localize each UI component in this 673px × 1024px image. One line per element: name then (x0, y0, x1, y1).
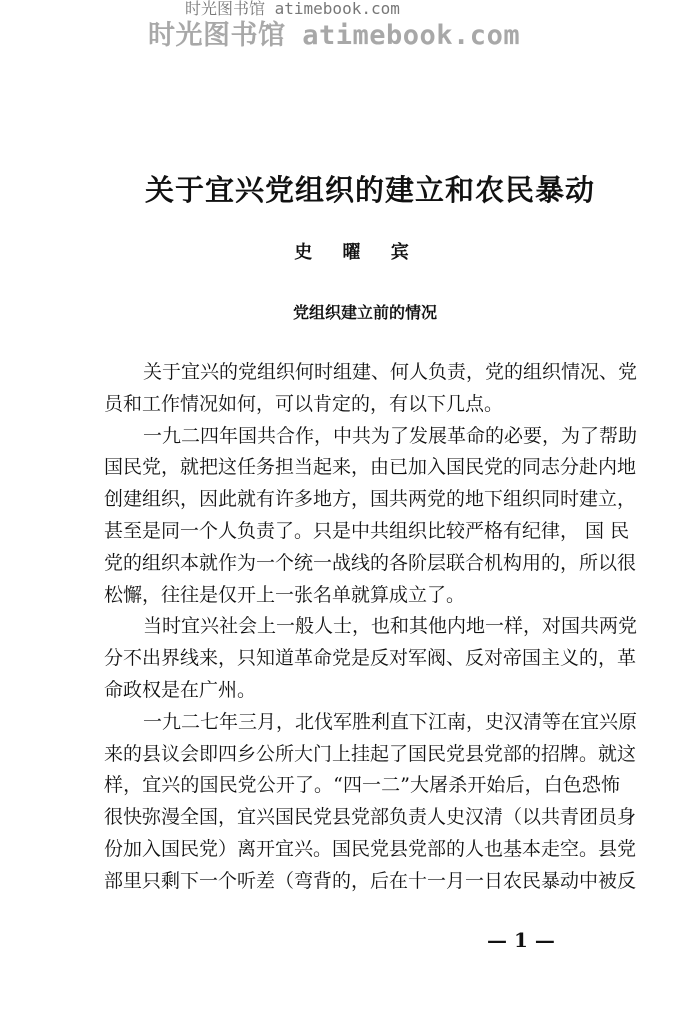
text-line: 来的县议会即四乡公所大门上挂起了国民党县党部的招牌。就这 (104, 742, 637, 765)
article-body (104, 357, 638, 898)
article-title: 关于宜兴党组织的建立和农民暴动 (144, 173, 595, 207)
section-heading: 党组织建立前的情况 (292, 303, 437, 322)
text-line: 分不出界线来，只知道革命党是反对军阀、反对帝国主义的，革 (104, 647, 637, 670)
text-line: 一九二四年国共合作，中共为了发展革命的必要，为了帮助 (143, 424, 638, 447)
paragraph (104, 421, 638, 612)
text-line: 当时宜兴社会上一般人士，也和其他内地一样，对国共两党 (143, 615, 638, 638)
text-line: 松懈，往往是仅开上一张名单就算成立了。 (104, 583, 466, 606)
text-line: 命政权是在广州。 (104, 678, 257, 701)
text-line: 很快弥漫全国，宜兴国民党县党部负责人史汉清（以共青团员身 (104, 806, 637, 829)
text-line: 党的组织本就作为一个统一战线的各阶层联合机构用的，所以很 (104, 551, 637, 574)
watermark-small: 时光图书馆 atimebook.com (185, 0, 400, 18)
text-line: 创建组织，因此就有许多地方，国共两党的地下组织同时建立， (104, 488, 637, 511)
author-name: 史 曜 宾 (294, 242, 421, 263)
text-line: 一九二七年三月，北伐军胜利直下江南，史汉清等在宜兴原 (143, 710, 638, 733)
paragraph (104, 707, 638, 898)
text-line: 甚至是同一个人负责了。只是中共组织比较严格有纪律， 国 民 (104, 519, 630, 542)
text-line: 国民党，就把这任务担当起来，由已加入国民党的同志分赴内地 (104, 456, 637, 479)
text-line: 样，宜兴的国民党公开了。“四一二”大屠杀开始后，白色恐怖 (104, 774, 620, 797)
text-line: 部里只剩下一个听差（弯背的，后在十一月一日农民暴动中被反 (104, 869, 637, 892)
paragraph (104, 611, 638, 706)
watermark-large: 时光图书馆 atimebook.com (148, 20, 521, 51)
text-line: 关于宜兴的党组织何时组建、何人负责，党的组织情况、党 (143, 361, 638, 383)
paragraph (104, 357, 638, 421)
text-line: 员和工作情况如何，可以肯定的，有以下几点。 (104, 392, 504, 415)
text-line: 份加入国民党）离开宜兴。国民党县党部的人也基本走空。县党 (104, 837, 637, 860)
page-number: — 1 — (487, 928, 555, 952)
